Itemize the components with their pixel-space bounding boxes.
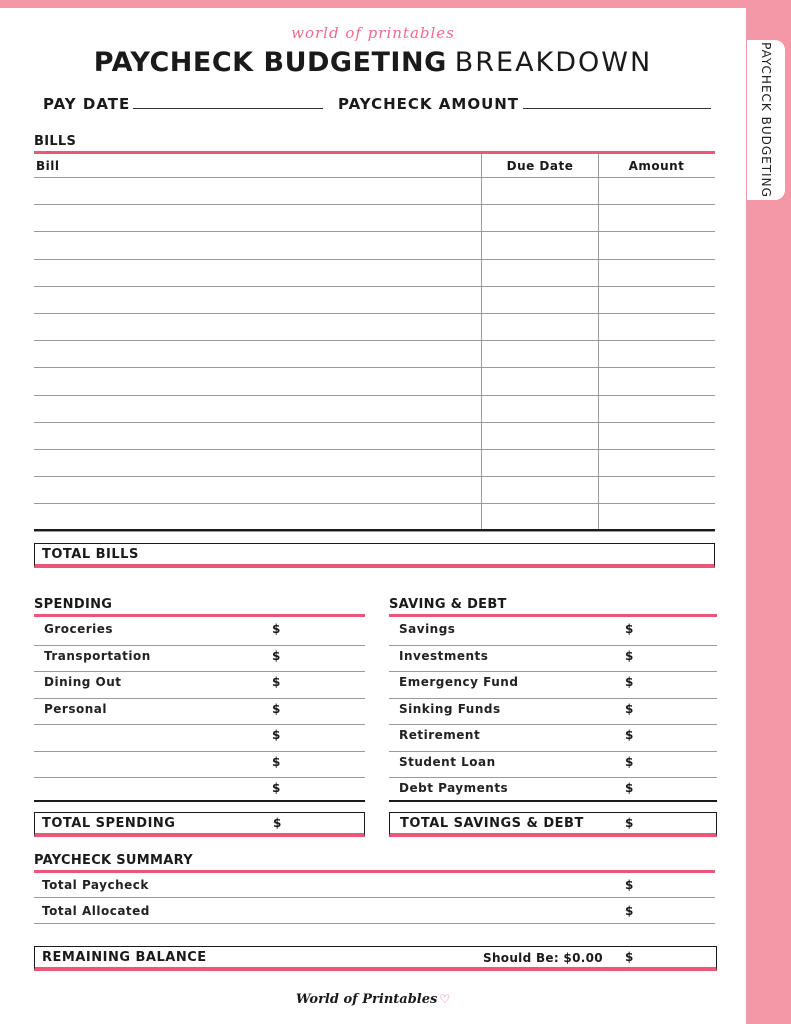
bill-row-line[interactable] — [34, 449, 715, 450]
bills-col-due-date: Due Date — [506, 159, 574, 173]
list-row-line — [389, 724, 717, 725]
list-row-line — [34, 724, 365, 725]
bill-row-line[interactable] — [34, 395, 715, 396]
heart-icon: ♡ — [439, 992, 451, 1006]
bill-row-line[interactable] — [34, 340, 715, 341]
footer-brand-text: World of Printables — [295, 992, 438, 1007]
bill-row-line[interactable] — [34, 503, 715, 504]
spending-item-label: Personal — [44, 701, 107, 716]
saving-item-currency: $ — [625, 675, 634, 689]
summary-row-line — [34, 923, 715, 924]
title-light: BREAKDOWN — [454, 47, 653, 78]
brand-script-logo: world of printables — [291, 24, 455, 42]
total-bills-box[interactable] — [34, 543, 715, 568]
saving-item-currency: $ — [625, 728, 634, 742]
footer-brand — [0, 992, 746, 1007]
bill-row-line[interactable] — [34, 259, 715, 260]
list-row-line — [389, 645, 717, 646]
bill-row-line[interactable] — [34, 422, 715, 423]
list-row-line — [34, 645, 365, 646]
title-bold: PAYCHECK BUDGETING — [93, 47, 447, 78]
saving-item-currency: $ — [625, 781, 634, 795]
list-row-line — [34, 751, 365, 752]
saving-bottom-rule — [389, 800, 717, 802]
bills-bottom-rule — [34, 529, 715, 531]
spending-item-currency: $ — [272, 728, 281, 742]
spending-item-currency: $ — [272, 622, 281, 636]
spending-item-currency: $ — [272, 781, 281, 795]
bills-title: BILLS — [34, 134, 77, 149]
bills-col-amount: Amount — [628, 159, 685, 173]
total-saving-label: TOTAL SAVINGS & DEBT — [400, 816, 584, 831]
saving-item-currency: $ — [625, 754, 634, 769]
summary-item-currency: $ — [625, 878, 634, 892]
summary-item-label: Total Allocated — [42, 904, 150, 918]
saving-item-label: Investments — [399, 648, 489, 663]
remaining-balance-label: REMAINING BALANCE — [42, 950, 207, 965]
list-row-line — [389, 777, 717, 778]
list-row-line — [389, 751, 717, 752]
total-bills-label: TOTAL BILLS — [42, 547, 139, 562]
remaining-balance-currency: $ — [625, 950, 634, 964]
total-spending-label: TOTAL SPENDING — [42, 816, 176, 831]
bill-row-line[interactable] — [34, 231, 715, 232]
bill-row-line[interactable] — [34, 476, 715, 477]
bill-row-line[interactable] — [34, 367, 715, 368]
saving-item-label: Student Loan — [399, 754, 496, 769]
saving-item-currency: $ — [625, 701, 634, 716]
spending-item-currency: $ — [272, 754, 281, 769]
total-spending-box[interactable] — [34, 812, 365, 837]
saving-item-label: Emergency Fund — [399, 675, 519, 689]
saving-item-label: Savings — [399, 622, 456, 636]
spending-item-label: Groceries — [44, 622, 114, 636]
summary-rule — [34, 870, 715, 873]
saving-item-currency: $ — [625, 622, 634, 636]
spending-item-currency: $ — [272, 675, 281, 689]
total-spending-currency: $ — [273, 816, 282, 830]
bills-rule — [34, 151, 715, 154]
spending-title: SPENDING — [34, 597, 113, 612]
spending-bottom-rule — [34, 800, 365, 802]
spending-item-currency: $ — [272, 648, 281, 663]
list-row-line — [389, 698, 717, 699]
bill-row-line[interactable] — [34, 286, 715, 287]
summary-item-label: Total Paycheck — [42, 878, 149, 892]
saving-item-label: Sinking Funds — [399, 701, 501, 716]
paycheck-amount-field[interactable] — [523, 108, 711, 109]
list-row-line — [34, 698, 365, 699]
saving-item-label: Debt Payments — [399, 781, 509, 795]
spending-item-label: Dining Out — [44, 675, 122, 689]
saving-title: SAVING & DEBT — [389, 597, 507, 612]
spending-rule — [34, 614, 365, 617]
list-row-line — [34, 671, 365, 672]
bill-row-line[interactable] — [34, 204, 715, 205]
bill-row-line[interactable] — [34, 313, 715, 314]
saving-rule — [389, 614, 717, 617]
spending-item-currency: $ — [272, 701, 281, 716]
total-saving-box[interactable] — [389, 812, 717, 837]
bills-col-bill: Bill — [36, 159, 60, 173]
bill-row-line[interactable] — [34, 177, 715, 178]
saving-item-currency: $ — [625, 648, 634, 663]
spending-item-label: Transportation — [44, 648, 151, 663]
side-tab[interactable] — [747, 40, 785, 200]
paycheck-amount-label: PAYCHECK AMOUNT — [338, 95, 520, 113]
total-saving-currency: $ — [625, 816, 634, 830]
summary-title: PAYCHECK SUMMARY — [34, 853, 193, 868]
pay-date-label: PAY DATE — [43, 95, 131, 113]
pay-date-field[interactable] — [133, 108, 323, 109]
remaining-balance-box[interactable] — [34, 946, 717, 971]
list-row-line — [389, 671, 717, 672]
bills-divider — [481, 154, 482, 529]
page-title — [0, 46, 746, 80]
bills-divider — [598, 154, 599, 529]
side-tab-label: PAYCHECK BUDGETING — [759, 42, 773, 198]
summary-row-line — [34, 897, 715, 898]
should-be-note: Should Be: $0.00 — [483, 951, 603, 965]
list-row-line — [34, 777, 365, 778]
summary-item-currency: $ — [625, 904, 634, 918]
saving-item-label: Retirement — [399, 728, 481, 742]
